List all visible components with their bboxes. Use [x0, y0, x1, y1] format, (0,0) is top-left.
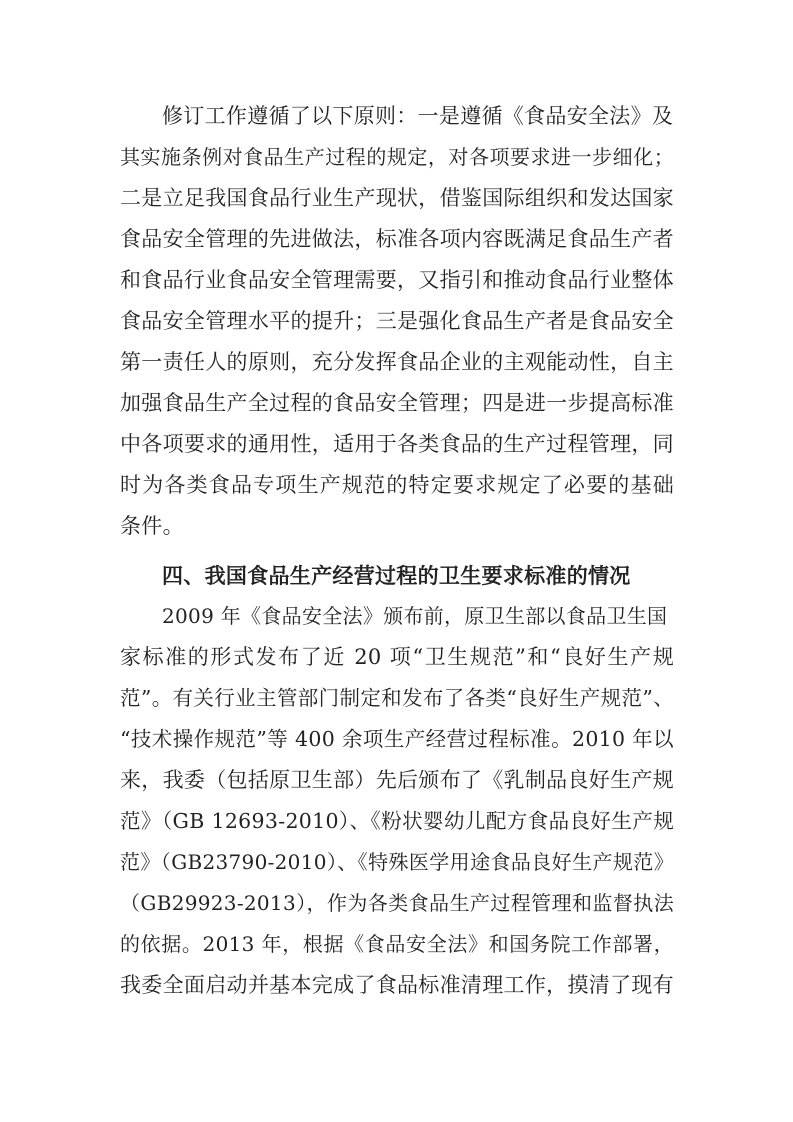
paragraph-line: 其实施条例对食品生产过程的规定，对各项要求进一步细化；: [120, 145, 674, 169]
paragraph-line: 时为各类食品专项生产规范的特定要求规定了必要的基础: [120, 473, 674, 497]
paragraph-line: 二是立足我国食品行业生产现状，借鉴国际组织和发达国家: [120, 186, 674, 210]
paragraph-line: 修订工作遵循了以下原则：一是遵循《食品安全法》及: [162, 104, 674, 128]
paragraph-line: （GB29923-2013），作为各类食品生产过程管理和监督执法: [120, 891, 674, 915]
paragraph-line: 和食品行业食品安全管理需要，又指引和推动食品行业整体: [120, 268, 674, 292]
paragraph-line: 来，我委（包括原卫生部）先后颁布了《乳制品良好生产规: [120, 768, 674, 792]
paragraph-line: 条件。: [120, 514, 184, 538]
paragraph-line: 食品安全管理的先进做法，标准各项内容既满足食品生产者: [120, 227, 674, 251]
section-heading: 四、我国食品生产经营过程的卫生要求标准的情况: [162, 564, 631, 588]
paragraph-line: 加强食品生产全过程的食品安全管理；四是进一步提高标准: [120, 391, 674, 415]
paragraph-line: 范”。有关行业主管部门制定和发布了各类“良好生产规范”、: [120, 686, 674, 710]
paragraph-line: 2009 年《食品安全法》颁布前，原卫生部以食品卫生国: [162, 604, 668, 628]
paragraph-line: 范》（GB 12693-2010）、《粉状婴幼儿配方食品良好生产规: [120, 809, 674, 833]
paragraph-line: 家标准的形式发布了近 20 项“卫生规范”和“良好生产规: [120, 645, 674, 669]
paragraph-line: 食品安全管理水平的提升；三是强化食品生产者是食品安全: [120, 309, 674, 333]
paragraph-line: “技术操作规范”等 400 余项生产经营过程标准。2010 年以: [120, 727, 674, 751]
paragraph-line: 我委全面启动并基本完成了食品标准清理工作，摸清了现有: [120, 973, 674, 997]
paragraph-line: 的依据。2013 年，根据《食品安全法》和国务院工作部署，: [120, 932, 674, 956]
paragraph-line: 范》（GB23790-2010）、《特殊医学用途食品良好生产规范》: [120, 850, 674, 874]
paragraph-line: 中各项要求的通用性，适用于各类食品的生产过程管理，同: [120, 432, 674, 456]
paragraph-line: 第一责任人的原则，充分发挥食品企业的主观能动性，自主: [120, 350, 674, 374]
